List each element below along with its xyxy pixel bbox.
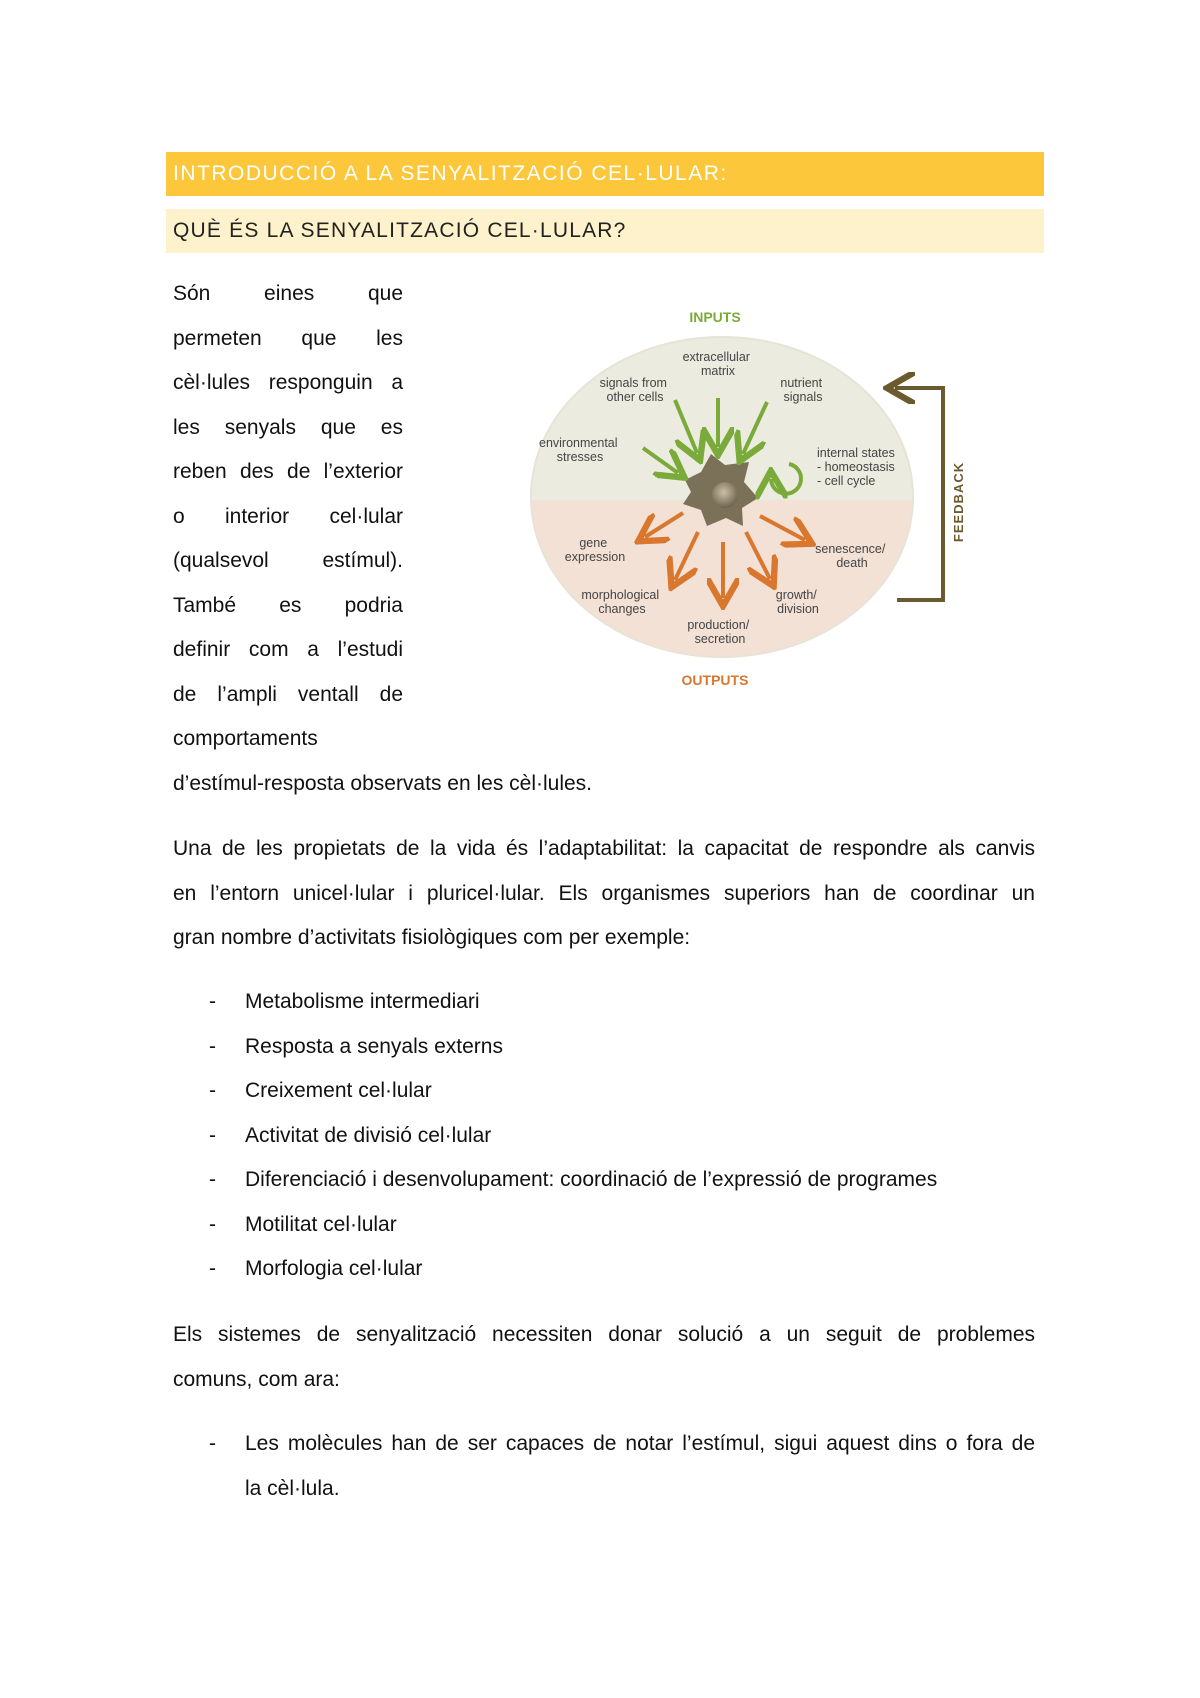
dash-bullet: - [209,1168,216,1191]
inputs-label: INPUTS [689,309,741,325]
intro-line: o interior cel·lular [173,504,403,528]
paragraph-line: Una de les propietats de la vida és l’adaptabilitat: la capacitat de respondre als canvis [173,837,1035,860]
intro-line: de l’ampli ventall de [173,682,403,706]
list-item: - Resposta a senyals externs [173,1025,937,1070]
paragraph-line: Els sistemes de senyalització necessiten donar solució a un seguit de problemes [173,1323,1035,1346]
paragraph-line: gran nombre d’activitats fisiològiques com per exemple: [173,926,691,949]
input-internal: internal states - homeostasis - cell cycle [817,446,895,488]
problems-list [173,1422,1035,1511]
activities-list [173,980,937,1292]
input-environmental: environmental stresses [539,436,618,464]
output-gene: gene expression [564,536,626,564]
intro-line: les senyals que es [173,415,403,439]
outputs-label: OUTPUTS [681,672,749,688]
feedback-label: FEEDBACK [951,461,966,543]
output-senescence: senescence/ death [815,542,886,570]
output-growth: growth/ division [775,588,819,616]
dash-bullet: - [209,1212,216,1236]
intro-line: (qualsevol estímul). [173,549,403,572]
output-production: production/ secretion [687,618,750,646]
list-item: - Morfologia cel·lular [173,1247,937,1292]
input-nutrient: nutrient signals [780,376,823,404]
input-signals: signals from other cells [599,376,667,404]
list-item: - Les molècules han de ser capaces de notar l’estímul, sigui aquest dins o fora de la cèl·lula. [173,1422,1035,1511]
intro-paragraph [173,272,403,717]
section-title: INTRODUCCIÓ A LA SENYALITZACIÓ CEL·LULAR: [166,152,1044,196]
list-item: - Metabolisme intermediari [173,980,937,1025]
section-subtitle: QUÈ ÉS LA SENYALITZACIÓ CEL·LULAR? [166,209,1044,253]
paragraph-adaptability [173,827,1035,961]
intro-line: d’estímul-resposta observats en les cèl·lules. [173,772,593,795]
dash-bullet: - [209,1123,216,1147]
intro-line: permeten que les [173,326,403,350]
paragraph-line: comuns, com ara: [173,1367,340,1391]
output-morphological: morphological changes [581,588,660,616]
cell-signalling-diagram [515,302,980,702]
intro-line: També es podria [173,593,403,617]
intro-line: Són eines que [173,282,403,305]
paragraph-problems [173,1313,1035,1402]
dash-bullet: - [209,1257,216,1280]
intro-line: cèl·lules responguin a [173,371,403,394]
dash-bullet: - [209,1432,216,1455]
intro-line: definir com a l’estudi [173,638,403,661]
list-item: - Diferenciació i desenvolupament: coordinació de l’expressió de programes [173,1158,937,1203]
intro-line: reben des de l’exterior [173,460,403,483]
input-extracellular: extracellular matrix [682,350,750,378]
list-item: - Creixement cel·lular [173,1069,937,1114]
list-item: - Motilitat cel·lular [173,1203,937,1248]
list-item: - Activitat de divisió cel·lular [173,1114,937,1159]
cell-nucleus [712,482,738,508]
intro-line: comportaments [173,727,318,750]
dash-bullet: - [209,1034,216,1058]
paragraph-line: en l’entorn unicel·lular i pluricel·lular. Els organismes superiors han de coordinar un [173,881,1035,905]
dash-bullet: - [209,990,216,1013]
dash-bullet: - [209,1079,216,1102]
